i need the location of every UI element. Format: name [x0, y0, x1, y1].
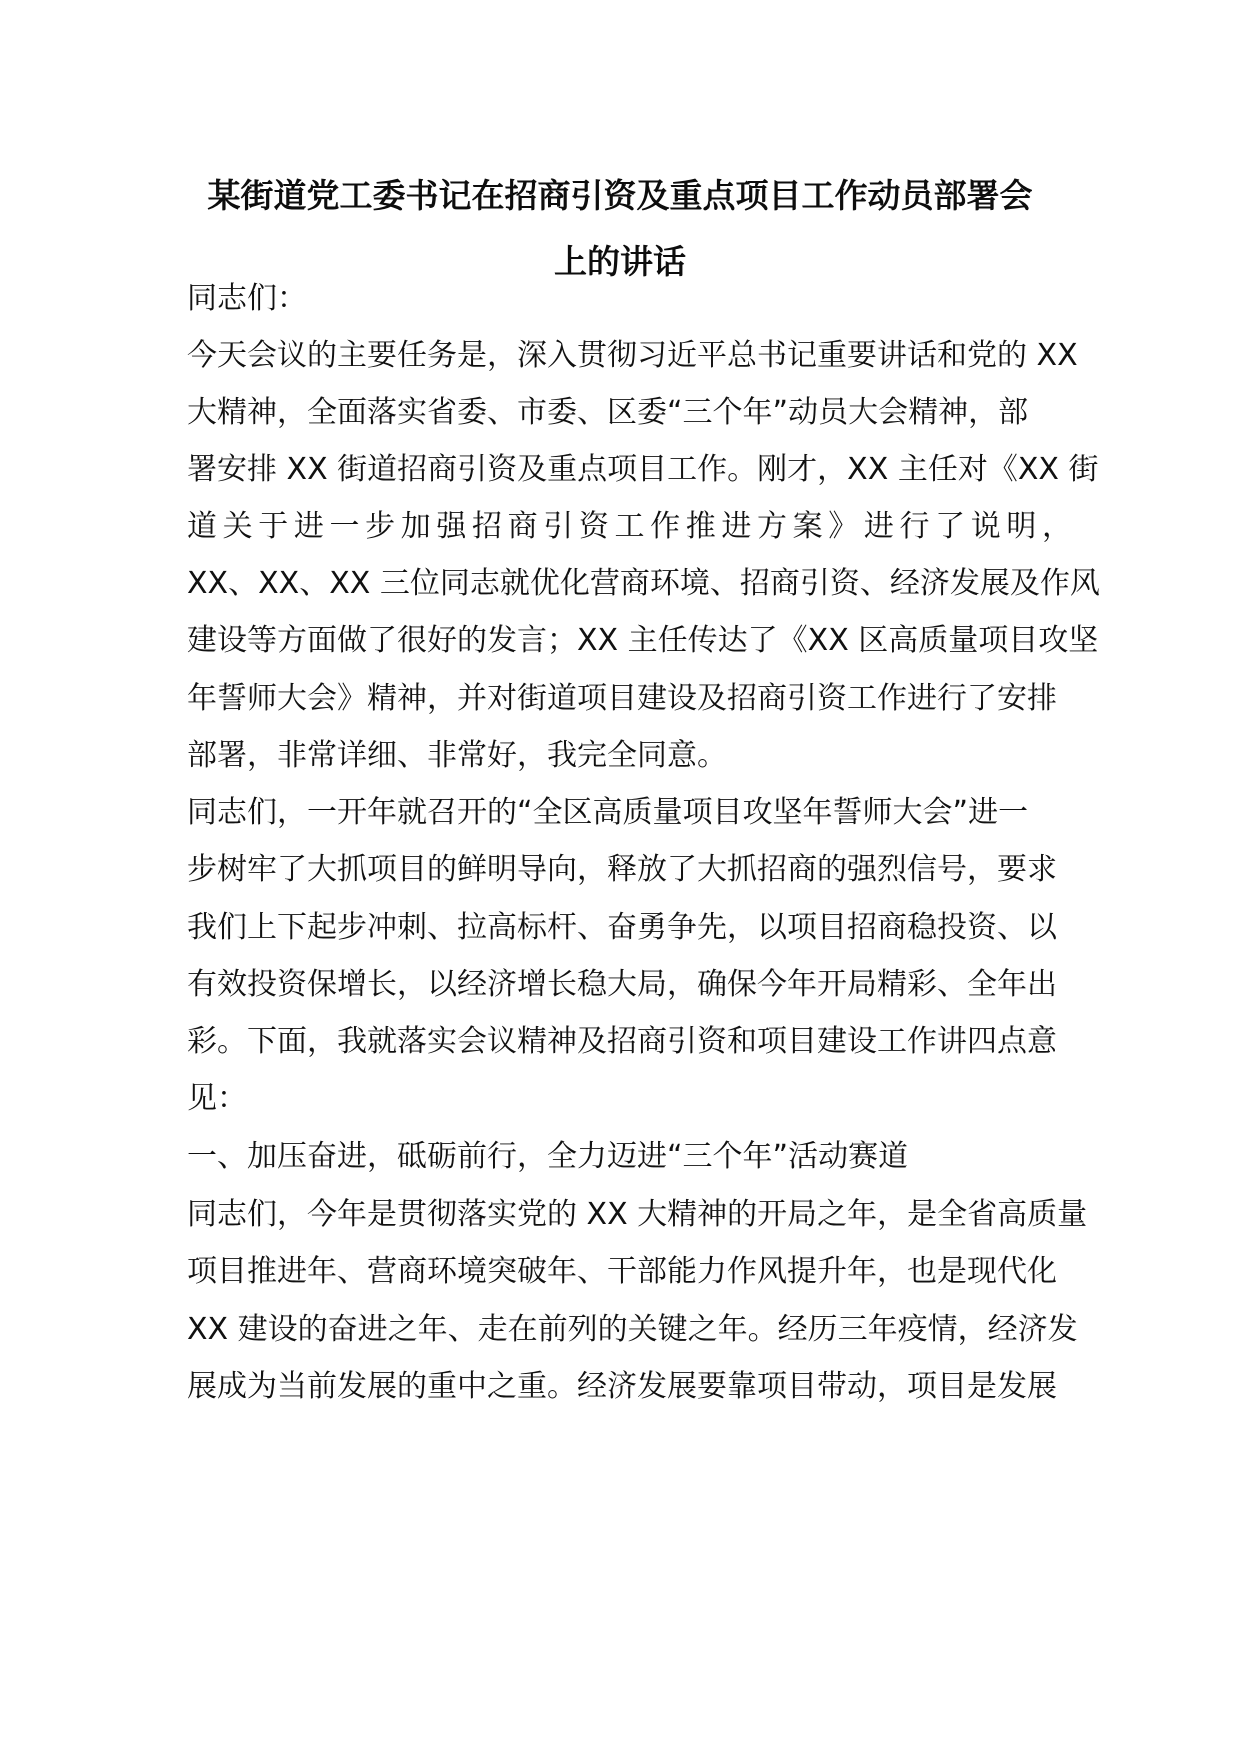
paragraph-1-line-2: 大精神，全面落实省委、市委、区委“三个年”动员大会精神，部: [187, 395, 1029, 430]
paragraph-1-line-3: 署安排 XX 街道招商引资及重点项目工作。刚才，XX 主任对《XX 街: [187, 452, 1099, 487]
paragraph-1-line-1: 今天会议的主要任务是，深入贯彻习近平总书记重要讲话和党的 XX: [187, 338, 1078, 373]
paragraph-2-line-6: 见：: [187, 1081, 247, 1116]
paragraph-2-line-2: 步树牢了大抓项目的鲜明导向，释放了大抓招商的强烈信号，要求: [187, 852, 1057, 887]
paragraph-3-line-1: 同志们，今年是贯彻落实党的 XX 大精神的开局之年，是全省高质量: [187, 1197, 1088, 1232]
paragraph-1-line-8: 部署，非常详细、非常好，我完全同意。: [187, 738, 727, 773]
paragraph-2-line-4: 有效投资保增长，以经济增长稳大局，确保今年开局精彩、全年出: [187, 967, 1057, 1002]
paragraph-2-line-3: 我们上下起步冲刺、拉高标杆、奋勇争先，以项目招商稳投资、以: [187, 910, 1057, 945]
paragraph-1-line-6: 建设等方面做了很好的发言；XX 主任传达了《XX 区高质量项目攻坚: [187, 623, 1099, 658]
paragraph-3-line-2: 项目推进年、营商环境突破年、干部能力作风提升年，也是现代化: [187, 1254, 1057, 1289]
paragraph-1-line-7: 年誓师大会》精神，并对街道项目建设及招商引资工作进行了安排: [187, 681, 1057, 716]
paragraph-3-line-3: XX 建设的奋进之年、走在前列的关键之年。经历三年疫情，经济发: [187, 1312, 1078, 1347]
document-title-line-1: 某街道党工委书记在招商引资及重点项目工作动员部署会: [207, 176, 1033, 215]
section-heading-1: 一、加压奋进，砥砺前行，全力迈进“三个年”活动赛道: [187, 1139, 909, 1174]
document-title-line-2: 上的讲话: [554, 242, 686, 281]
paragraph-2-line-1: 同志们，一开年就召开的“全区高质量项目攻坚年誓师大会”进一: [187, 795, 1029, 830]
salutation: 同志们：: [187, 281, 307, 316]
paragraph-2-line-5: 彩。下面，我就落实会议精神及招商引资和项目建设工作讲四点意: [187, 1024, 1057, 1059]
paragraph-1-line-5: XX、XX、XX 三位同志就优化营商环境、招商引资、经济发展及作风: [187, 566, 1100, 601]
paragraph-3-line-4: 展成为当前发展的重中之重。经济发展要靠项目带动，项目是发展: [187, 1369, 1057, 1404]
paragraph-1-line-4: 道关于进一步加强招商引资工作推进方案》进行了说明，: [187, 509, 1072, 544]
